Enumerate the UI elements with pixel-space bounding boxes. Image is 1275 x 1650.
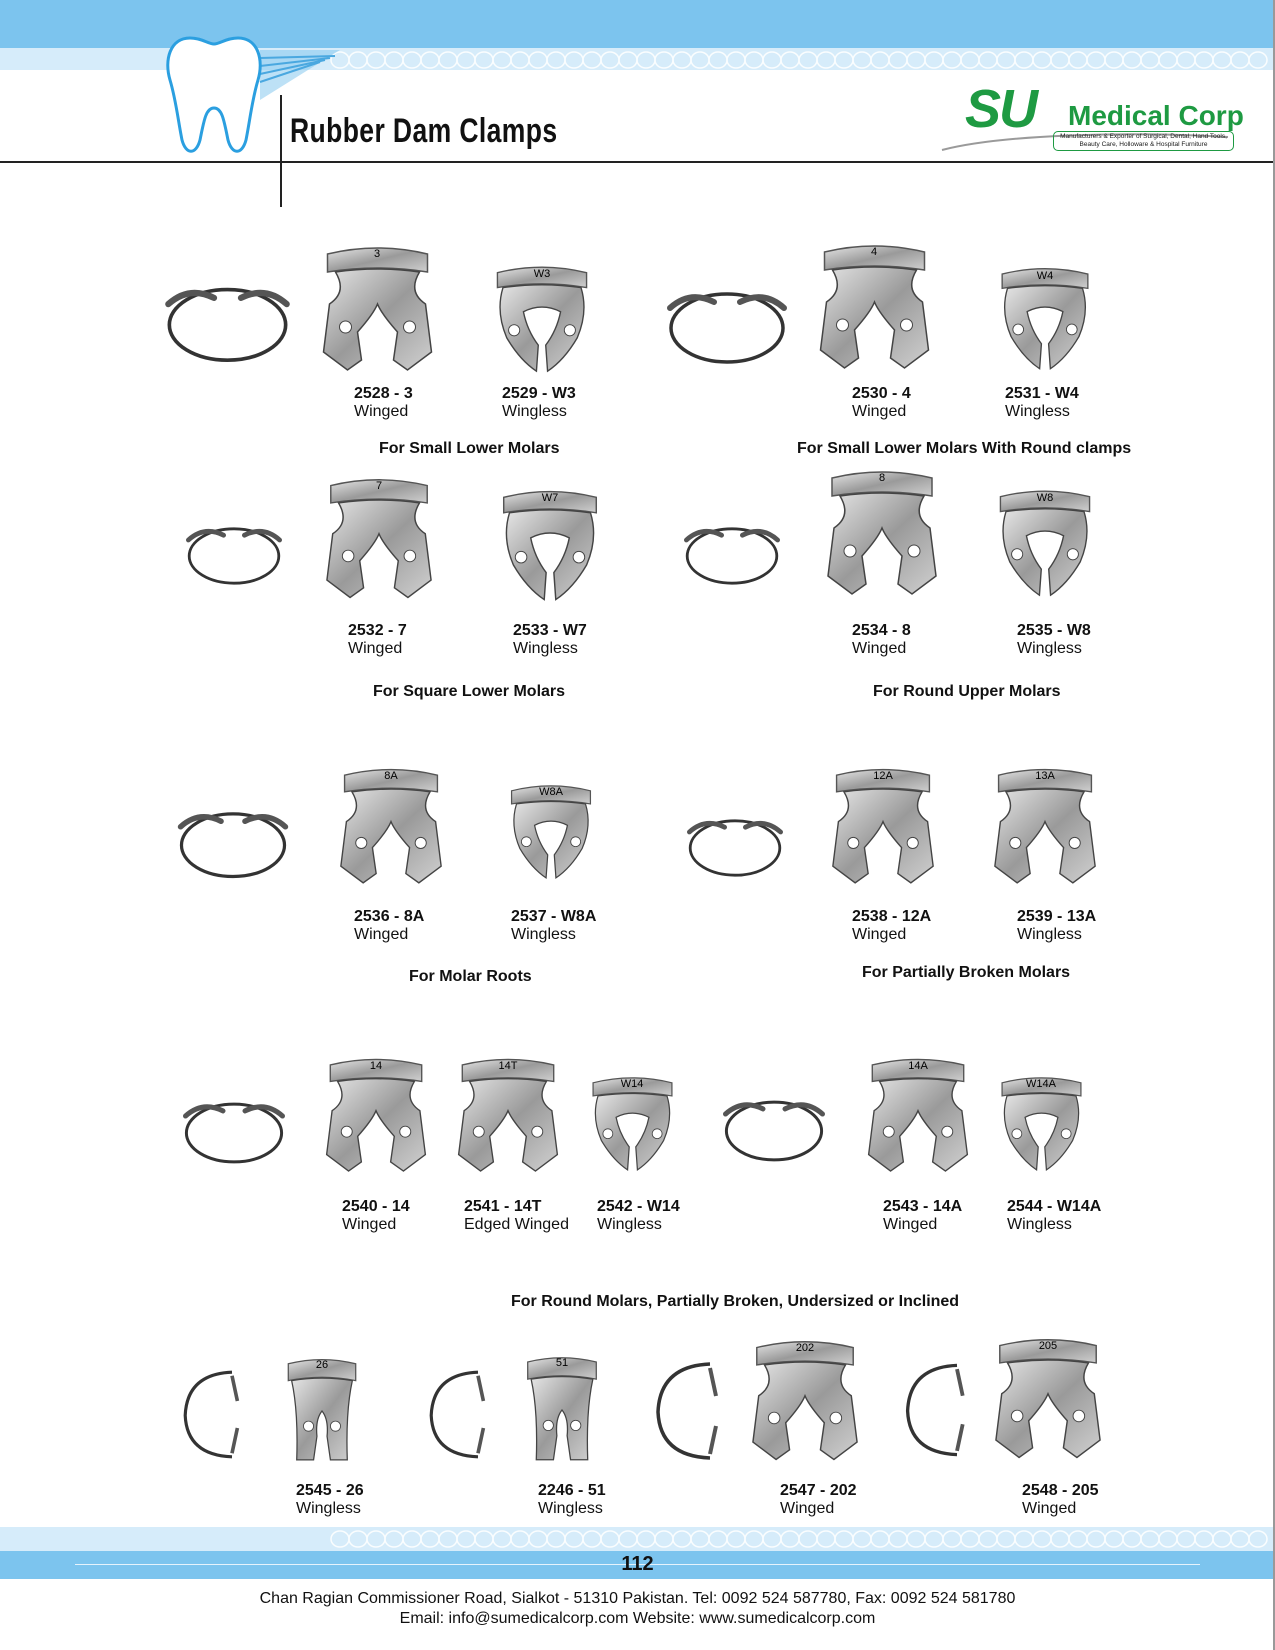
- product-code: 2539 - 13A: [1017, 908, 1097, 925]
- product-type: Winged: [883, 1216, 938, 1233]
- product-type: Winged: [852, 640, 907, 657]
- clamp-image: [580, 1068, 685, 1183]
- clamp-stamp: W7: [541, 492, 559, 504]
- clamp-stamp: 202: [795, 1342, 815, 1354]
- clamp-stamp: 14T: [498, 1060, 518, 1072]
- clamp-image: [985, 258, 1105, 383]
- product-type: Winged: [780, 1500, 835, 1517]
- logo-su: SU: [965, 79, 1037, 139]
- clamp-stamp: 26: [315, 1359, 329, 1371]
- product-code: 2540 - 14: [342, 1198, 410, 1215]
- product-type: Winged: [1022, 1500, 1077, 1517]
- clamp-stamp: 8: [878, 472, 886, 484]
- product-code: 2541 - 14T: [464, 1198, 542, 1215]
- clamp-stamp: W14: [620, 1078, 644, 1090]
- clamp-image: [482, 256, 602, 386]
- product-type: Wingless: [513, 640, 578, 657]
- product-type: Wingless: [1005, 403, 1070, 420]
- clamp-ring-image: [900, 1350, 976, 1470]
- clamp-image: [984, 1334, 1112, 1469]
- clamp-image: [984, 1068, 1099, 1183]
- header-divider: [280, 95, 282, 207]
- clamp-stamp: 7: [375, 480, 383, 492]
- clamp-image: [518, 1350, 606, 1470]
- clamp-ring-image: [680, 800, 790, 880]
- clamp-ring-image: [662, 268, 792, 368]
- clamp-ring-image: [172, 790, 294, 882]
- product-type: Wingless: [296, 1500, 361, 1517]
- decorative-loops: [330, 50, 1275, 70]
- clamp-image: [315, 242, 440, 382]
- clamp-image: [822, 466, 942, 606]
- clamp-ring-image: [160, 262, 295, 367]
- clamp-image: [272, 1352, 372, 1470]
- product-type: Wingless: [1017, 926, 1082, 943]
- product-code: 2536 - 8A: [354, 908, 425, 925]
- section-caption: For Small Lower Molars: [379, 440, 560, 457]
- section-caption: For Small Lower Molars With Round clamps: [797, 440, 1132, 457]
- product-code: 2529 - W3: [502, 385, 576, 402]
- decorative-loops: [330, 1529, 1275, 1549]
- clamp-stamp: 14: [369, 1060, 383, 1072]
- clamp-image: [330, 764, 452, 894]
- clamp-image: [316, 1054, 436, 1182]
- clamp-ring-image: [178, 1362, 250, 1467]
- product-type: Winged: [852, 926, 907, 943]
- page-title: Rubber Dam Clamps: [290, 112, 558, 150]
- clamp-image: [984, 764, 1106, 894]
- product-code: 2542 - W14: [597, 1198, 680, 1215]
- footer-address: Chan Ragian Commissioner Road, Sialkot - 51310 Pakistan. Tel: 0092 524 587780, Fax: 0092 524 581780: [259, 1590, 1016, 1607]
- product-code: 2538 - 12A: [852, 908, 932, 925]
- product-type: Winged: [354, 403, 409, 420]
- product-type: Wingless: [502, 403, 567, 420]
- product-code: 2246 - 51: [538, 1482, 606, 1499]
- clamp-stamp: W14A: [1026, 1078, 1056, 1090]
- logo-tagline: Manufacturers & Exporter of Surgical, Dental, Hand Tools, Beauty Care, Holloware & Hospital Furniture: [1053, 131, 1234, 151]
- product-code: 2532 - 7: [348, 622, 407, 639]
- product-code: 2547 - 202: [780, 1482, 857, 1499]
- clamp-stamp: 8A: [384, 770, 398, 782]
- product-code: 2531 - W4: [1005, 385, 1079, 402]
- clamp-stamp: 205: [1038, 1340, 1058, 1352]
- clamp-stamp: 3: [373, 248, 381, 260]
- product-type: Winged: [354, 926, 409, 943]
- clamp-ring-image: [424, 1362, 496, 1467]
- clamp-image: [318, 474, 440, 609]
- product-type: Wingless: [597, 1216, 662, 1233]
- product-type: Wingless: [1007, 1216, 1072, 1233]
- clamp-stamp: 4: [870, 246, 878, 258]
- product-type: Wingless: [538, 1500, 603, 1517]
- product-code: 2548 - 205: [1022, 1482, 1099, 1499]
- product-type: Winged: [348, 640, 403, 657]
- product-type: Winged: [342, 1216, 397, 1233]
- section-caption: For Round Molars, Partially Broken, Undersized or Inclined: [511, 1293, 960, 1310]
- product-code: 2545 - 26: [296, 1482, 364, 1499]
- product-code: 2544 - W14A: [1007, 1198, 1102, 1215]
- section-caption: For Molar Roots: [409, 968, 532, 985]
- section-caption: For Partially Broken Molars: [862, 964, 1071, 981]
- clamp-ring-image: [650, 1346, 730, 1476]
- section-caption: For Round Upper Molars: [873, 683, 1061, 700]
- product-type: Winged: [852, 403, 907, 420]
- page-number: 112: [621, 1553, 654, 1575]
- footer-contact: Email: info@sumedicalcorp.com Website: www.sumedicalcorp.com: [399, 1610, 876, 1627]
- logo-company-name: Medical Corp: [1068, 100, 1244, 131]
- product-code: 2530 - 4: [852, 385, 911, 402]
- clamp-stamp: W8: [1036, 492, 1054, 504]
- clamp-ring-image: [178, 508, 290, 588]
- clamp-image: [862, 1054, 974, 1182]
- product-code: 2534 - 8: [852, 622, 911, 639]
- clamp-stamp: 13A: [1035, 770, 1055, 782]
- clamp-ring-image: [718, 1080, 830, 1165]
- product-code: 2533 - W7: [513, 622, 587, 639]
- clamp-stamp: 51: [555, 1357, 569, 1369]
- clamp-image: [448, 1054, 568, 1182]
- clamp-ring-image: [178, 1082, 290, 1167]
- product-type: Wingless: [511, 926, 576, 943]
- clamp-stamp: 12A: [873, 770, 893, 782]
- section-caption: For Square Lower Molars: [373, 683, 566, 700]
- clamp-image: [492, 776, 610, 891]
- product-code: 2537 - W8A: [511, 908, 597, 925]
- header-rule: [0, 161, 1275, 163]
- clamp-stamp: W3: [533, 268, 551, 280]
- clamp-stamp: W4: [1036, 270, 1054, 282]
- product-type: Edged Winged: [464, 1216, 569, 1233]
- clamp-image: [812, 240, 937, 380]
- product-type: Wingless: [1017, 640, 1082, 657]
- clamp-stamp: 14A: [908, 1060, 928, 1072]
- product-code: 2535 - W8: [1017, 622, 1091, 639]
- clamp-image: [985, 480, 1105, 610]
- clamp-image: [740, 1336, 870, 1471]
- product-code: 2528 - 3: [354, 385, 413, 402]
- clamp-stamp: W8A: [539, 786, 563, 798]
- product-code: 2543 - 14A: [883, 1198, 963, 1215]
- clamp-ring-image: [672, 508, 792, 588]
- clamp-image: [490, 480, 610, 615]
- clamp-image: [822, 764, 944, 894]
